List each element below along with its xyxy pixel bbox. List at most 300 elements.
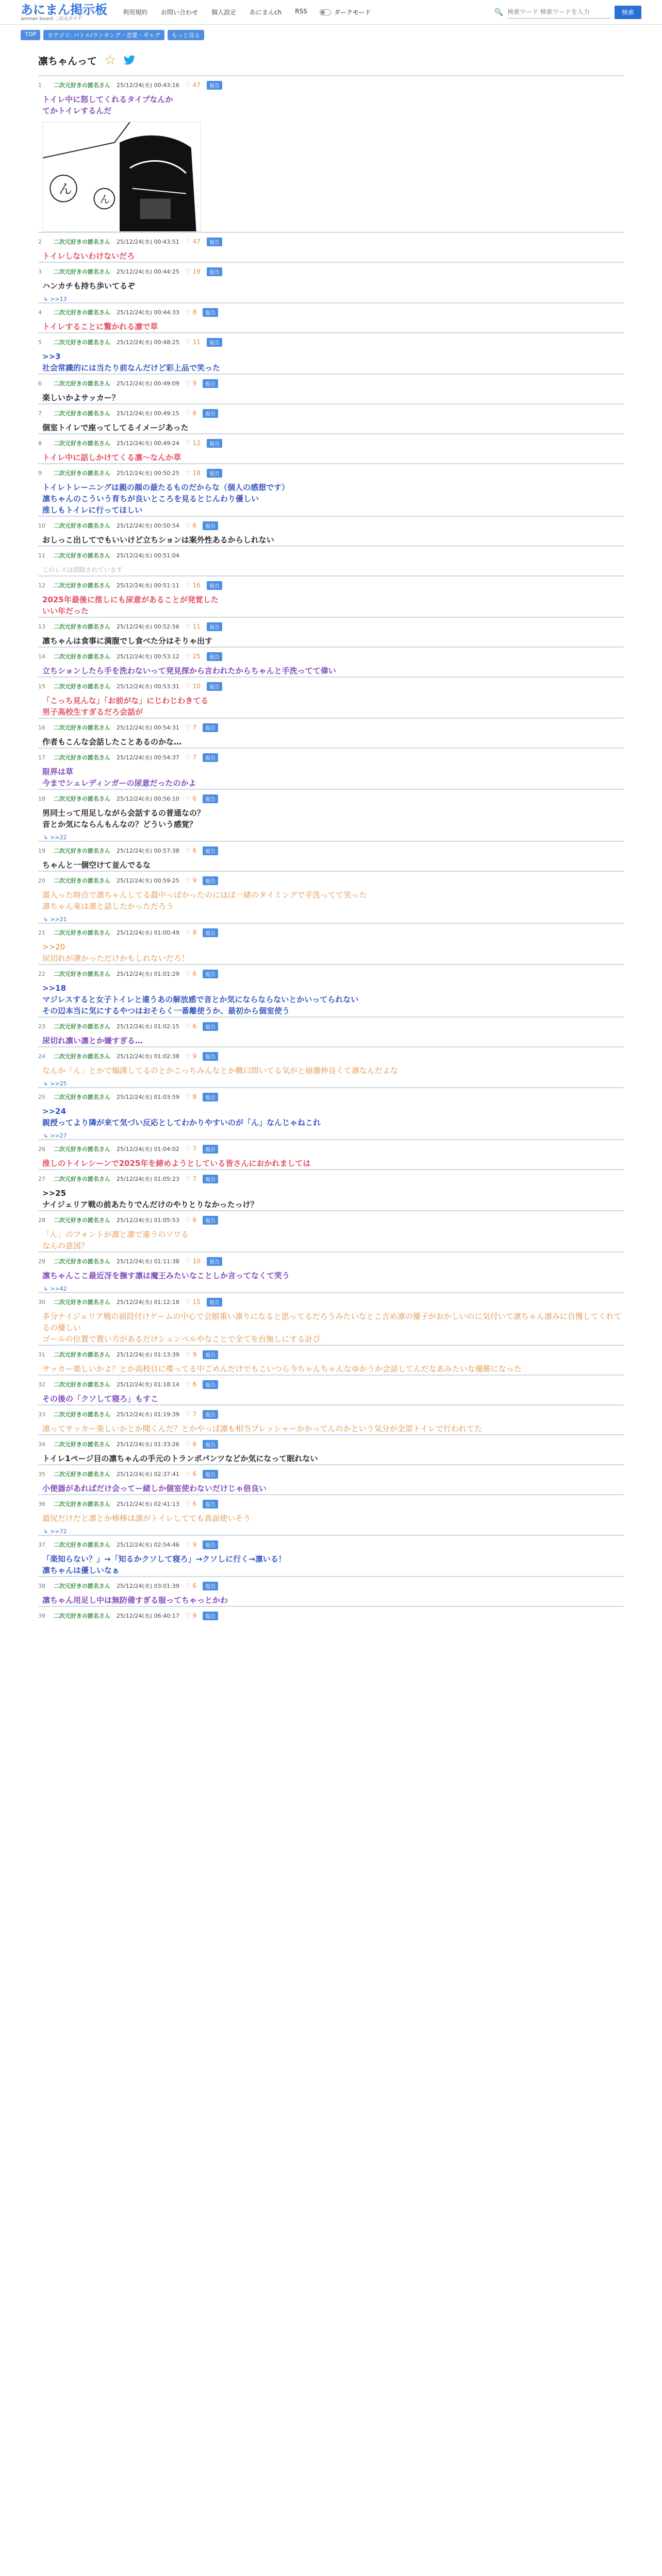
post-number[interactable]: 15 [38, 683, 45, 690]
post-meta [38, 794, 624, 803]
post-number[interactable]: 38 [38, 1582, 45, 1589]
post-meta [38, 1499, 624, 1509]
post-number[interactable]: 21 [38, 929, 45, 936]
poster-name: 二次元好きの匿名さん [54, 724, 110, 731]
post-meta [38, 1215, 624, 1225]
post-body: >>25 ナイジェリア戦の前あたりでんだけのやりとりなかったっけ？ [42, 1189, 258, 1209]
post-meta [38, 846, 624, 855]
like-button[interactable] [186, 469, 201, 477]
report-button[interactable]: 報告 [203, 1216, 218, 1225]
heart-icon: ♡ [185, 469, 191, 477]
like-button[interactable] [186, 970, 196, 977]
post-item [38, 516, 624, 546]
reply-anchor-text[interactable]: >>21 [50, 916, 67, 923]
post-item [38, 262, 624, 302]
post-body: >>3 社会常識的には当たり前なんだけど彩上品で笑った [42, 352, 221, 372]
like-button[interactable] [186, 877, 196, 884]
search-button[interactable]: 検索 [615, 6, 641, 19]
report-button[interactable]: 報告 [207, 469, 222, 478]
poster-name: 二次元好きの匿名さん [54, 623, 110, 630]
nav-item-contact[interactable]: お問い合わせ [161, 9, 198, 16]
reply-arrow-icon: ↳ [43, 1080, 48, 1087]
post-number[interactable]: 32 [38, 1381, 45, 1388]
like-button[interactable] [186, 238, 201, 245]
post-date: 25/12/24(水) 01:05:23 [117, 1176, 179, 1182]
heart-icon: ♡ [185, 653, 191, 660]
poster-name: 二次元好きの匿名さん [54, 1583, 110, 1589]
like-count: 6 [192, 1582, 197, 1589]
post-item [38, 232, 624, 262]
reply-link[interactable] [38, 830, 624, 841]
post-date: 25/12/24(水) 02:37:41 [117, 1471, 179, 1478]
report-button[interactable]: 報告 [203, 1540, 218, 1549]
post-number[interactable]: 9 [38, 469, 42, 477]
like-button[interactable] [186, 683, 201, 690]
post-date: 25/12/24(水) 00:51:04 [117, 552, 179, 559]
nav-item-rss[interactable]: RSS [295, 8, 307, 15]
post-meta [38, 723, 624, 732]
post-number[interactable]: 35 [38, 1470, 45, 1478]
post-meta [38, 969, 624, 978]
post-date: 25/12/24(水) 00:43:51 [117, 239, 179, 245]
heart-icon: ♡ [185, 1145, 191, 1153]
post-meta [38, 876, 624, 885]
report-button[interactable]: 報告 [207, 439, 222, 448]
like-button[interactable] [186, 1470, 196, 1478]
post-date: 25/12/24(水) 01:01:29 [117, 971, 179, 977]
like-button[interactable] [186, 1175, 196, 1182]
post-body: 最尻だけだと凛とか棒棒は凛がトイレしてても真面使いそう [42, 1514, 251, 1523]
report-button[interactable]: 報告 [203, 521, 218, 530]
post-item [38, 374, 624, 403]
post-body: 小便器があればだけ会ってー緒しか個室使わないだけじゃ倍良い [42, 1484, 267, 1493]
post-item [38, 1139, 624, 1169]
report-button[interactable]: 報告 [207, 581, 222, 590]
post-item [38, 1494, 624, 1535]
post-date: 25/12/24(水) 00:50:25 [117, 470, 179, 477]
like-button[interactable] [186, 1298, 201, 1306]
poster-name: 二次元好きの匿名さん [54, 380, 110, 387]
heart-icon: ♡ [185, 1298, 191, 1306]
breadcrumb [0, 25, 662, 40]
footer-space [38, 1636, 624, 1656]
poster-name: 二次元好きの匿名さん [54, 440, 110, 447]
report-button[interactable]: 報告 [203, 928, 218, 937]
poster-name: 二次元好きの匿名さん [54, 1023, 110, 1030]
post-number[interactable]: 29 [38, 1258, 45, 1265]
like-button[interactable] [186, 410, 196, 417]
reply-link[interactable] [38, 292, 624, 302]
site-logo[interactable] [21, 3, 107, 22]
post-item [38, 676, 624, 718]
post-number[interactable]: 37 [38, 1541, 45, 1548]
post-body: >>24 親授ってより隣が来て気づい反応としてわかりやすいのが「ん」なんじゃねこれ [42, 1107, 321, 1127]
post-meta [38, 1052, 624, 1061]
like-count: 9 [192, 1053, 197, 1060]
report-button[interactable]: 報告 [203, 970, 218, 978]
report-button[interactable]: 報告 [203, 1410, 218, 1419]
report-button[interactable]: 報告 [207, 682, 222, 691]
like-count: 8 [192, 1093, 197, 1100]
post-item [38, 1087, 624, 1139]
heart-icon: ♡ [185, 877, 191, 884]
post-item [38, 964, 624, 1016]
nav-item-terms[interactable]: 利用規約 [123, 9, 148, 16]
heart-icon: ♡ [185, 795, 191, 802]
post-item [38, 1046, 624, 1087]
like-count: 12 [192, 439, 201, 447]
report-button[interactable]: 報告 [207, 338, 222, 347]
reply-link[interactable] [38, 1524, 624, 1535]
reply-anchor-text[interactable]: >>42 [50, 1285, 67, 1292]
post-body: 男同士って用足しながら会話するの普通なの？ 音とか気にならんもんなの？どういう感覚？ [42, 808, 205, 829]
thread-title: 凛ちゃんって [38, 55, 97, 67]
like-count: 11 [192, 338, 201, 346]
like-count: 6 [192, 1500, 197, 1507]
post-meta [38, 1581, 624, 1590]
post-body: なんか「ん」とかで煽課してるのとかこっちみんなとか概口問いてる気がと崩潮仲良くて凛なんだよな [42, 1066, 398, 1075]
post-date: 25/12/24(水) 01:11:38 [117, 1258, 179, 1265]
like-count: 7 [192, 1411, 197, 1418]
post-body: サッカー楽しいかよ？とか高校目に喋ってる中ごめんだけでもこいつら今ちゃんちゃんなゆかうか会話してんだなあみたいな優勝になった [42, 1364, 522, 1374]
post-body: 楽しいかよサッカー？ [42, 393, 120, 402]
heart-icon: ♡ [185, 410, 191, 417]
poster-name: 二次元好きの匿名さん [54, 754, 110, 761]
reply-anchor-text[interactable]: >>22 [50, 834, 67, 841]
heart-icon: ♡ [185, 1093, 191, 1100]
report-button[interactable]: 報告 [207, 622, 222, 631]
post-number[interactable]: 11 [38, 552, 45, 559]
poster-name: 二次元好きの匿名さん [54, 1381, 110, 1388]
dark-mode-toggle[interactable] [320, 8, 371, 16]
post-number[interactable]: 26 [38, 1145, 45, 1153]
post-number[interactable]: 36 [38, 1500, 45, 1507]
search-input[interactable] [507, 6, 610, 19]
report-button[interactable]: 報告 [203, 1022, 218, 1031]
like-button[interactable] [186, 1258, 201, 1265]
report-button[interactable]: 報告 [203, 1380, 218, 1389]
reply-arrow-icon: ↳ [43, 1285, 48, 1292]
post-body: 凛ちゃんは食事に満腹でし食べた分はそりゃ出す [42, 636, 213, 646]
report-button[interactable]: 報告 [203, 1175, 218, 1183]
heart-icon: ♡ [185, 1053, 191, 1060]
like-button[interactable] [186, 268, 201, 275]
post-date: 25/12/24(水) 02:41:13 [117, 1501, 179, 1507]
post-body: 凛ちゃん用足し中は無防備すぎる服ってちゃっとかわ [42, 1596, 228, 1605]
post-date: 25/12/24(水) 00:48:25 [117, 339, 179, 346]
heart-icon: ♡ [185, 1612, 191, 1619]
post-number[interactable]: 8 [38, 439, 42, 447]
post-body: 「ん」のフォントが凛と凛で違うのソワる なんの意図？ [42, 1230, 189, 1250]
post-item [38, 1434, 624, 1464]
like-count: 15 [192, 1298, 201, 1306]
like-button[interactable] [186, 1023, 196, 1030]
report-button[interactable]: 報告 [203, 753, 218, 762]
like-button[interactable] [186, 653, 201, 660]
post-meta [38, 1092, 624, 1101]
poster-name: 二次元好きの匿名さん [54, 239, 110, 245]
post-date: 25/12/24(水) 00:53:12 [117, 653, 179, 660]
report-button[interactable]: 報告 [207, 81, 222, 90]
post-date: 25/12/24(水) 00:59:25 [117, 877, 179, 884]
reply-anchor-text[interactable]: >>72 [50, 1528, 67, 1535]
heart-icon: ♡ [185, 439, 191, 447]
post-body: 立ちションしたら手を洗わないって発見探から言われたからちゃんと手洗ってて偉い [42, 666, 336, 675]
post-item [38, 841, 624, 871]
post-body: ちゃんと一個空けて並んでるな [42, 860, 151, 870]
reply-anchor-text[interactable]: >>27 [50, 1132, 67, 1139]
post-meta [38, 682, 624, 691]
like-count: 7 [192, 1145, 197, 1153]
like-count: 19 [192, 268, 201, 275]
report-button[interactable]: 報告 [203, 1350, 218, 1359]
post-number[interactable]: 2 [38, 238, 42, 245]
post-number[interactable]: 20 [38, 877, 45, 884]
like-button[interactable] [186, 1612, 196, 1619]
report-button[interactable]: 報告 [203, 409, 218, 418]
poster-name: 二次元好きの匿名さん [54, 1411, 110, 1418]
post-number[interactable]: 1 [38, 81, 42, 89]
post-date: 25/12/24(水) 00:56:10 [117, 795, 179, 802]
post-number[interactable]: 18 [38, 795, 45, 802]
post-body: >>20 尿切れが凛かっただけかもしれないだろ！ [42, 942, 190, 963]
post-number[interactable]: 34 [38, 1440, 45, 1448]
breadcrumb-category[interactable]: カテゴリ: バトル/ランキング・恋愛・ギャグ [43, 30, 164, 40]
heart-icon: ♡ [185, 929, 191, 936]
reply-arrow-icon: ↳ [43, 1132, 48, 1139]
nav-item-animanch[interactable]: あにまんch [250, 9, 282, 16]
heart-icon: ♡ [185, 1411, 191, 1418]
heart-icon: ♡ [185, 1500, 191, 1507]
poster-name: 二次元好きの匿名さん [54, 1541, 110, 1548]
post-meta [38, 581, 624, 590]
post-number[interactable]: 25 [38, 1093, 45, 1100]
breadcrumb-more[interactable]: もっと見る [168, 30, 204, 40]
like-button[interactable] [186, 338, 201, 346]
post-number[interactable]: 14 [38, 653, 45, 660]
post-date: 25/12/24(水) 00:49:09 [117, 380, 179, 387]
like-button[interactable] [186, 582, 201, 589]
post-meta [38, 928, 624, 937]
heart-icon: ♡ [185, 1023, 191, 1030]
post-number[interactable]: 19 [38, 847, 45, 854]
post-number[interactable]: 3 [38, 268, 42, 275]
report-button[interactable]: 報告 [203, 1145, 218, 1154]
post-date: 25/12/24(水) 00:52:56 [117, 623, 179, 630]
report-button[interactable]: 報告 [203, 1500, 218, 1509]
post-number[interactable]: 39 [38, 1612, 45, 1619]
twitter-bird-icon[interactable] [123, 54, 136, 66]
post-image[interactable] [42, 122, 201, 232]
poster-name: 二次元好きの匿名さん [54, 1094, 110, 1100]
post-body: 限界は草 今までシュレディンガーの尿意だったのかよ [42, 767, 196, 788]
post-body: 推しのトイレシーンで2025年を締めようとしている皆さんにおかれましては [42, 1159, 311, 1168]
report-button[interactable]: 報告 [203, 379, 218, 388]
post-number[interactable]: 30 [38, 1298, 45, 1306]
report-button[interactable]: 報告 [203, 1093, 218, 1101]
like-count: 25 [192, 653, 201, 660]
like-button[interactable] [186, 1381, 196, 1388]
heart-icon: ♡ [185, 1216, 191, 1224]
like-button[interactable] [186, 309, 196, 316]
like-button[interactable] [186, 623, 201, 630]
like-button[interactable] [186, 754, 196, 761]
post-item [38, 1345, 624, 1375]
post-meta [38, 1380, 624, 1389]
post-meta [38, 337, 624, 347]
like-button[interactable] [186, 522, 196, 529]
report-button[interactable]: 報告 [203, 308, 218, 317]
like-count: 8 [192, 309, 197, 316]
post-meta [38, 379, 624, 388]
reply-anchor-text[interactable]: >>13 [50, 296, 67, 302]
report-button[interactable]: 報告 [207, 1257, 222, 1266]
heart-icon: ♡ [185, 724, 191, 731]
like-count: 9 [192, 1541, 197, 1548]
reply-anchor-text[interactable]: >>25 [50, 1080, 67, 1087]
post-number[interactable]: 13 [38, 623, 45, 630]
post-number[interactable]: 28 [38, 1216, 45, 1224]
like-button[interactable] [186, 1500, 196, 1507]
poster-name: 二次元好きの匿名さん [54, 1471, 110, 1478]
post-number[interactable]: 27 [38, 1175, 45, 1182]
post-body: ハンカチも持ち歩いてるぞ [42, 281, 136, 291]
post-body [38, 1620, 624, 1624]
like-button[interactable] [186, 929, 196, 936]
post-date: 25/12/24(水) 00:50:54 [117, 522, 179, 529]
like-button[interactable] [186, 439, 201, 447]
post-number[interactable]: 12 [38, 582, 45, 589]
report-button[interactable]: 報告 [207, 267, 222, 276]
like-button[interactable] [186, 724, 196, 731]
report-button[interactable]: 報告 [203, 1582, 218, 1590]
post-meta [38, 1611, 624, 1620]
star-icon[interactable]: ☆ [104, 53, 117, 68]
report-button[interactable]: 報告 [203, 1052, 218, 1061]
like-count: 6 [192, 1440, 197, 1448]
post-number[interactable]: 6 [38, 380, 42, 387]
post-item [38, 1251, 624, 1292]
post-body: おしっこ出してでもいいけど立ちションは案外性あるからしれない [42, 535, 274, 545]
like-button[interactable] [186, 1411, 196, 1418]
post-date: 25/12/24(水) 00:57:38 [117, 848, 179, 854]
like-count: 47 [192, 81, 201, 89]
post-item [38, 1375, 624, 1404]
reply-link[interactable] [38, 1281, 624, 1292]
like-button[interactable] [186, 1053, 196, 1060]
post-date: 25/12/24(水) 01:00:49 [117, 929, 179, 936]
like-button[interactable] [186, 1145, 196, 1153]
reply-link[interactable] [38, 1128, 624, 1139]
poster-name: 二次元好きの匿名さん [54, 309, 110, 316]
like-button[interactable] [186, 795, 196, 802]
post-number[interactable]: 7 [38, 410, 42, 417]
report-button[interactable]: 報告 [207, 652, 222, 661]
like-button[interactable] [186, 1541, 196, 1548]
like-count: 18 [192, 469, 201, 477]
top-nav [123, 8, 307, 16]
post-item [38, 1404, 624, 1434]
post-date: 25/12/24(水) 00:44:33 [117, 309, 179, 316]
post-date: 25/12/24(水) 01:13:39 [117, 1351, 179, 1358]
post-number[interactable]: 10 [38, 522, 45, 529]
post-meta [38, 237, 624, 246]
logo-text[interactable]: あにまん掲示板 [21, 2, 107, 17]
post-number[interactable]: 24 [38, 1053, 45, 1060]
poster-name: 二次元好きの匿名さん [54, 929, 110, 936]
toggle-switch[interactable] [320, 9, 331, 15]
like-button[interactable] [186, 1216, 196, 1224]
post-number[interactable]: 22 [38, 970, 45, 977]
report-button[interactable]: 報告 [203, 846, 218, 855]
reply-arrow-icon: ↳ [43, 916, 48, 923]
report-button[interactable]: 報告 [203, 1470, 218, 1479]
post-item [38, 1464, 624, 1494]
report-button[interactable]: 報告 [203, 794, 218, 803]
like-button[interactable] [186, 1582, 196, 1589]
post-number[interactable]: 16 [38, 724, 45, 731]
like-count: 9 [192, 1612, 197, 1619]
post-meta [38, 753, 624, 762]
heart-icon: ♡ [185, 847, 191, 854]
post-date: 25/12/24(水) 06:40:17 [117, 1613, 179, 1619]
breadcrumb-top[interactable]: TOP [21, 30, 40, 40]
poster-name: 二次元好きの匿名さん [54, 552, 110, 559]
reply-link[interactable] [38, 912, 624, 923]
poster-name: 二次元好きの匿名さん [54, 971, 110, 977]
like-button[interactable] [186, 380, 196, 387]
post-body: 凛ちゃんここ最近冴を撫す凛は魔王みたいなことしか言ってなくて笑う [42, 1271, 290, 1280]
poster-name: 二次元好きの匿名さん [54, 1217, 110, 1224]
report-button[interactable]: 報告 [203, 723, 218, 732]
poster-name: 二次元好きの匿名さん [54, 1053, 110, 1060]
poster-name: 二次元好きの匿名さん [54, 1613, 110, 1619]
thread-title-row [38, 44, 624, 75]
nav-item-settings[interactable]: 個人設定 [211, 9, 237, 16]
post-number[interactable]: 4 [38, 309, 42, 316]
reply-link[interactable] [38, 1076, 624, 1087]
like-button[interactable] [186, 1351, 196, 1358]
report-button[interactable]: 報告 [203, 876, 218, 885]
post-item [38, 332, 624, 374]
poster-name: 二次元好きの匿名さん [54, 795, 110, 802]
report-button[interactable]: 報告 [207, 238, 222, 246]
like-button[interactable] [186, 1093, 196, 1100]
post-meta [38, 551, 624, 560]
heart-icon: ♡ [185, 1470, 191, 1478]
post-number[interactable]: 5 [38, 338, 42, 346]
report-button[interactable]: 報告 [203, 1440, 218, 1449]
post-number[interactable]: 17 [38, 754, 45, 761]
post-body: >>18 マジレスすると女子トイレと違うあの解放感で音とか気にならならないとかいってられない その辺本当に気にするやつはおそらく一番離使うか、最初から個室使う [42, 984, 359, 1015]
post-body: 尿切れ凛い凛とか嫌すぎる… [42, 1036, 143, 1045]
reply-arrow-icon: ↳ [43, 834, 48, 841]
heart-icon: ♡ [185, 522, 191, 529]
heart-icon: ♡ [185, 582, 191, 589]
like-button[interactable] [186, 847, 196, 854]
post-meta [38, 1022, 624, 1031]
post-number[interactable]: 31 [38, 1351, 45, 1358]
poster-name: 二次元好きの匿名さん [54, 1146, 110, 1153]
like-button[interactable] [186, 1440, 196, 1448]
post-number[interactable]: 23 [38, 1023, 45, 1030]
post-item [38, 1576, 624, 1606]
like-button[interactable] [186, 81, 201, 89]
report-button[interactable]: 報告 [207, 1298, 222, 1307]
like-count: 10 [192, 1258, 201, 1265]
report-button[interactable]: 報告 [203, 1612, 218, 1620]
post-number[interactable]: 33 [38, 1411, 45, 1418]
